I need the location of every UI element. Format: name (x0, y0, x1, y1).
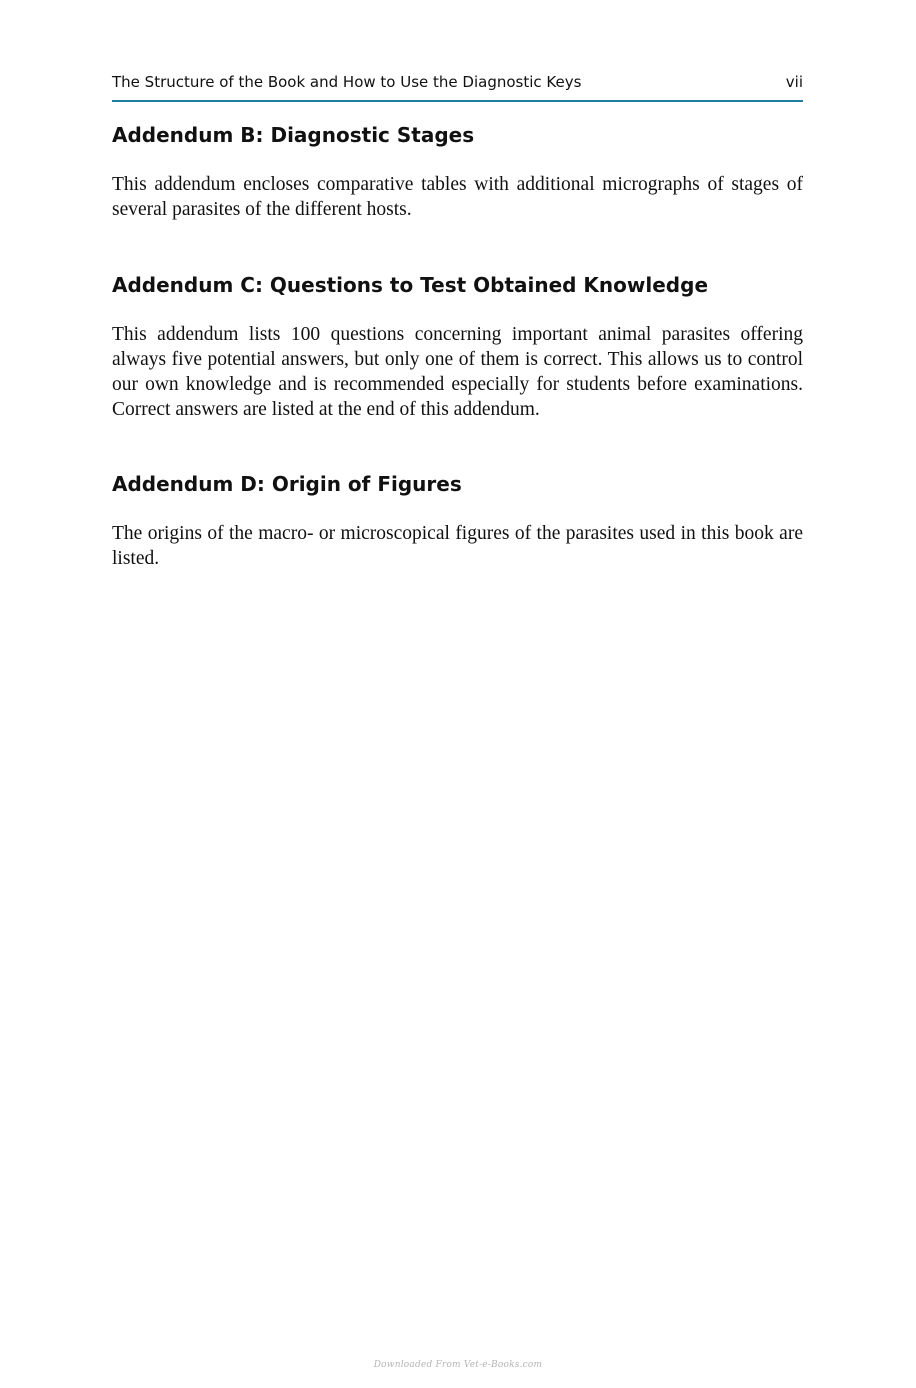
header-rule (112, 100, 803, 102)
section-addendum-b (112, 122, 803, 222)
section-body: The origins of the macro- or microscopical figures of the parasites used in this book are listed. (112, 523, 803, 569)
running-header-title: The Structure of the Book and How to Use the Diagnostic Keys (112, 73, 582, 91)
section-addendum-c (112, 272, 803, 422)
section-heading: Addendum C: Questions to Test Obtained Knowledge (112, 273, 709, 297)
section-body: This addendum lists 100 questions concerning important animal parasites offering always five potential answers, but only one of them is correct. This allows us to control our own knowledge and is recommended especially for students before examinations. Correct answers are listed at the end of this addendum. (112, 324, 803, 420)
running-header (112, 72, 803, 94)
section-addendum-d (112, 471, 803, 571)
section-body: This addendum encloses comparative tables with additional micrographs of stages of several parasites of the different hosts. (112, 174, 803, 220)
page-number: vii (785, 73, 803, 91)
section-heading: Addendum B: Diagnostic Stages (112, 123, 475, 147)
section-heading: Addendum D: Origin of Figures (112, 472, 462, 496)
download-watermark: Downloaded From Vet-e-Books.com (373, 1360, 543, 1370)
